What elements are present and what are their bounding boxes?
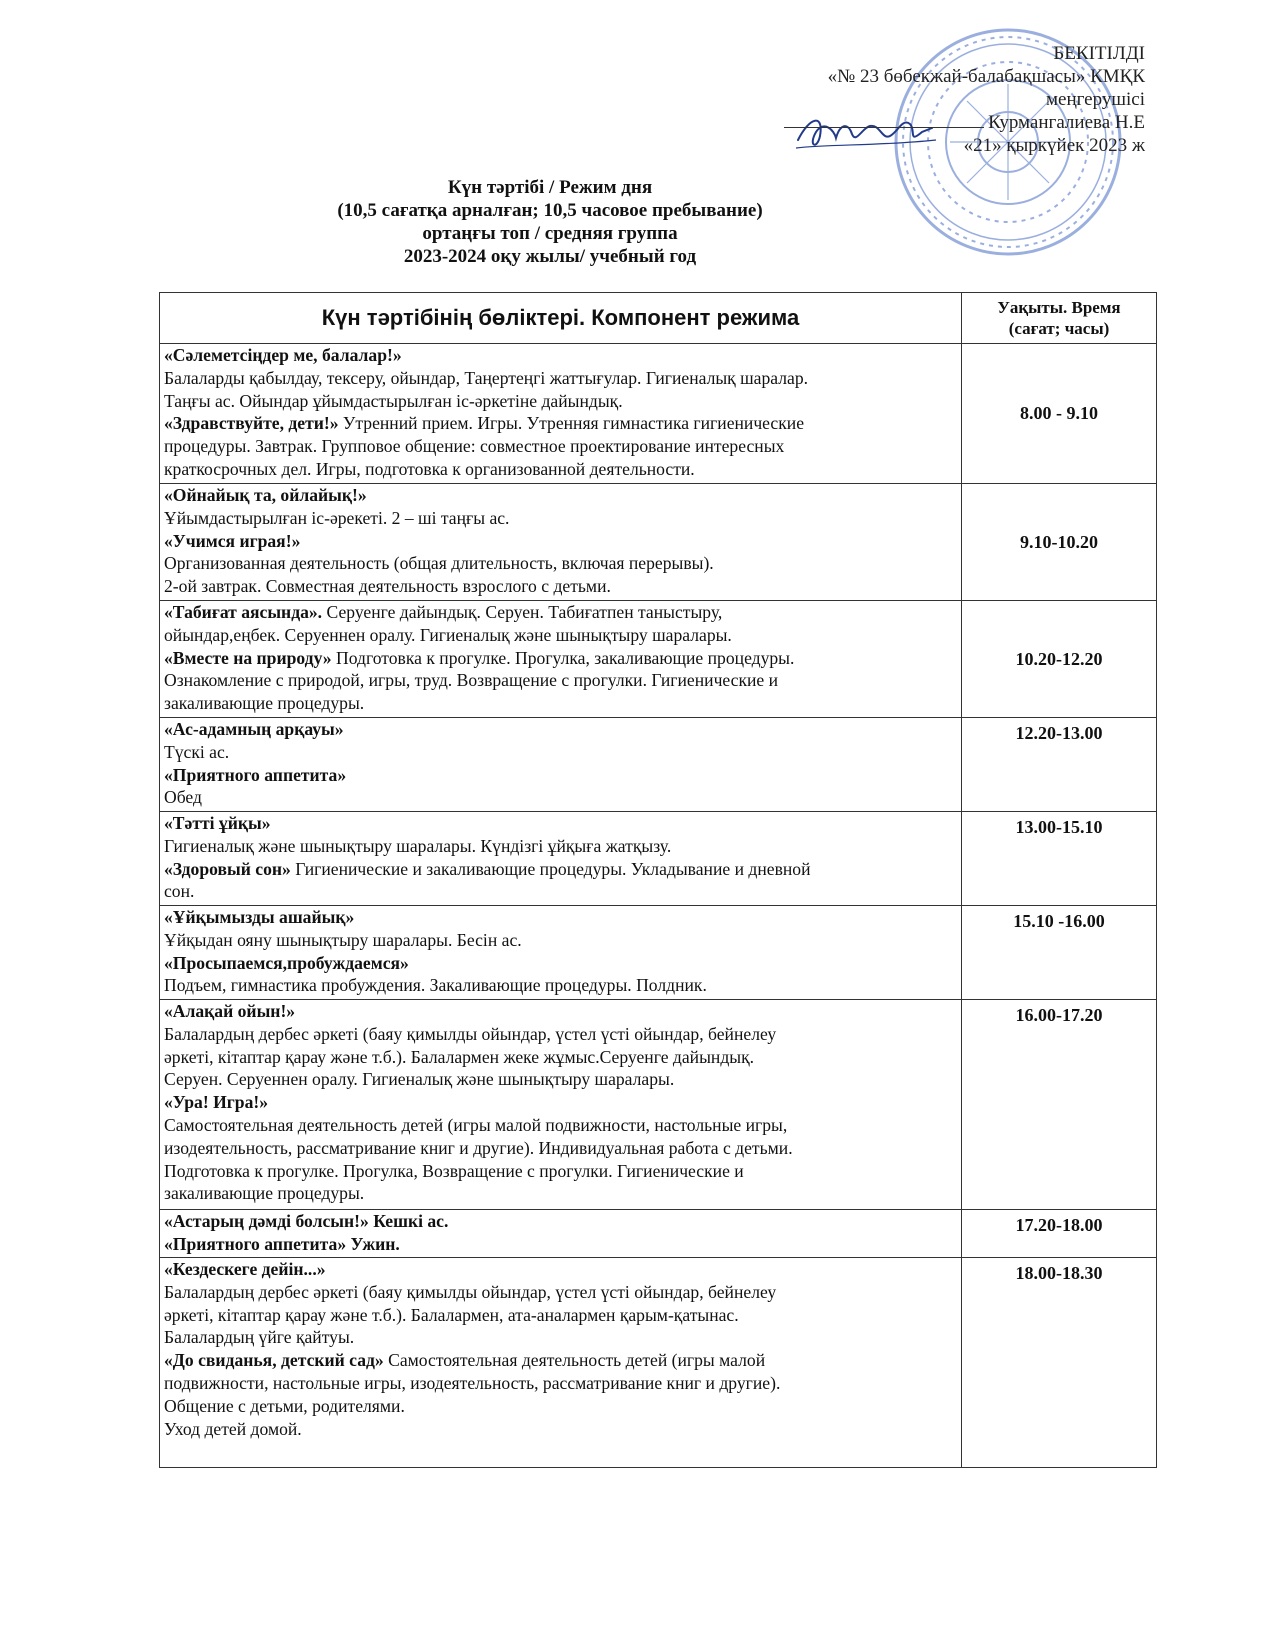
row-title-ru: «Здравствуйте, дети!» [164,413,339,434]
time-cell: 9.10-10.20 [962,484,1157,601]
row-title-kz: «Тәтті ұйқы» [164,813,271,833]
time-cell: 13.00-15.10 [962,812,1157,906]
row-text-ru [164,1349,957,1372]
row-title-ru: «Приятного аппетита» Ужин. [164,1233,400,1254]
row-text: Гигиеналық және шынықтыру шаралары. Күндізгі ұйқыға жатқызу. [164,835,672,856]
row-text: ойындар,еңбек. Серуеннен оралу. Гигиеналық және шынықтыру шаралары. [164,624,732,645]
row-text: краткосрочных дел. Игры, подготовка к организованной деятельности. [164,458,695,479]
row-text: Самостоятельная деятельность детей (игры малой [383,1350,766,1371]
row-text: Общение с детьми, родителями. [164,1395,405,1416]
component-cell [160,718,962,812]
row-title-kz: «Алақай ойын!» [164,1001,296,1021]
time-cell: 8.00 - 9.10 [962,344,1157,484]
row-text: Балалардың дербес әркеті (баяу қимылды ойындар, үстел үсті ойындар, бейнелеу [164,1281,777,1302]
component-cell [160,484,962,601]
row-title-kz: «Ас-адамның арқауы» [164,719,344,739]
table-row [160,1000,1157,1210]
approval-heading: БЕКІТІЛДІ [1053,43,1145,64]
table-row [160,1258,1157,1468]
row-text: Балалардың үйге қайтуы. [164,1327,355,1348]
row-title-kz: «Сәлеметсіңдер ме, балалар!» [164,345,402,365]
row-text: Түскі ас. [164,741,230,762]
component-cell [160,1258,962,1468]
row-title-kz: «Ұйқымызды ашайық» [164,907,355,927]
table-row [160,1210,1157,1258]
row-text: процедуры. Завтрак. Групповое общение: совместное проектирование интересных [164,436,785,457]
row-text: Утренний прием. Игры. Утренняя гимнастика гигиенические [338,413,805,434]
row-text-ru [164,647,957,670]
time-cell: 10.20-12.20 [962,601,1157,718]
row-text: Балаларды қабылдау, тексеру, ойындар, Таңертеңгі жаттығулар. Гигиеналық шаралар. [164,367,809,388]
row-title-ru: «Учимся играя!» [164,530,301,551]
header-component: Күн тәртібінің бөліктері. Компонент режима [160,293,962,344]
approval-block [685,42,1145,157]
component-cell [160,344,962,484]
row-text: Таңғы ас. Ойындар ұйымдастырылған іс-әркетіне дайындық. [164,390,623,411]
row-text-ru [164,858,957,881]
row-text-kz [164,601,957,624]
time-cell: 12.20-13.00 [962,718,1157,812]
row-text: Ұйымдастырылған іс-әрекеті. 2 – ші таңғы ас. [164,507,510,528]
row-title-kz: «Ойнайық та, ойлайық!» [164,485,367,505]
time-cell: 18.00-18.30 [962,1258,1157,1468]
time-cell: 16.00-17.20 [962,1000,1157,1210]
row-text: Гигиенические и закаливающие процедуры. Укладывание и дневной [290,858,811,879]
row-text: закаливающие процедуры. [164,693,365,714]
table-row [160,484,1157,601]
time-cell: 15.10 -16.00 [962,906,1157,1000]
component-cell [160,1000,962,1210]
row-title-ru: «Приятного аппетита» [164,764,347,785]
approval-name: Курмангалиева Н.Е [988,112,1145,133]
document-title-block [0,176,1100,268]
title-line-1: Күн тәртібі / Режим дня [447,177,653,198]
schedule-table [159,292,1157,1468]
row-text: әркеті, кітаптар қарау және т.б.). Балалармен жеке жұмыс.Серуенге дайындық. [164,1046,755,1067]
row-title-kz: «Табиғат аясында». [164,602,323,622]
row-title-ru: «Ура! Игра!» [164,1092,269,1113]
row-text-ru [164,412,957,435]
row-title-ru: «До свиданья, детский сад» [164,1350,384,1371]
row-text: Ознакомление с природой, игры, труд. Возвращение с прогулки. Гигиенические и [164,670,779,691]
row-text: Серуенге дайындық. Серуен. Табиғатпен таныстыру, [322,602,723,622]
header-time-line-1: Уақыты. Время [997,298,1121,317]
table-row [160,601,1157,718]
component-cell [160,601,962,718]
approval-date: «21» қыркүйек 2023 ж [963,135,1145,156]
table-row [160,812,1157,906]
row-text: Серуен. Серуеннен оралу. Гигиеналық және шынықтыру шаралары. [164,1069,675,1090]
title-line-3: ортаңғы топ / средняя группа [422,223,678,244]
component-cell [160,906,962,1000]
row-text: Уход детей домой. [164,1418,302,1439]
title-line-4: 2023-2024 оқу жылы/ учебный год [403,246,697,267]
row-text: Ұйқыдан ояну шынықтыру шаралары. Бесін ас. [164,929,522,950]
table-row [160,718,1157,812]
row-text: 2-ой завтрак. Совместная деятельность взрослого с детьми. [164,576,611,597]
row-text: Подъем, гимнастика пробуждения. Закаливающие процедуры. Полдник. [164,975,707,996]
row-text: подвижности, настольные игры, изодеятельность, рассматривание книг и другие). [164,1372,781,1393]
approval-organization: «№ 23 бөбекжай-балабақшасы» КМҚК [827,66,1145,87]
row-title-kz: «Астарың дәмді болсын!» Кешкі ас. [164,1211,449,1231]
approval-signature-line [685,111,1145,134]
component-cell [160,1210,962,1258]
table-row [160,906,1157,1000]
row-text: сон. [164,881,195,902]
header-time-line-2: (сағат; часы) [1008,319,1110,338]
row-text: Организованная деятельность (общая длительность, включая перерывы). [164,553,714,574]
row-text: Подготовка к прогулке. Прогулка, закаливающие процедуры. [331,647,795,668]
row-title-ru: «Здоровый сон» [164,858,291,879]
table-row [160,344,1157,484]
row-text: Обед [164,787,202,808]
row-text: закаливающие процедуры. [164,1183,365,1204]
row-title-ru: «Вместе на природу» [164,647,332,668]
row-text: Подготовка к прогулке. Прогулка, Возвращение с прогулки. Гигиенические и [164,1160,744,1181]
row-title-ru: «Просыпаемся,пробуждаемся» [164,952,409,973]
row-text: әркеті, кітаптар қарау және т.б.). Балалармен, ата-аналармен қарым-қатынас. [164,1304,739,1325]
row-title-kz: «Кездескеге дейін...» [164,1259,326,1279]
row-text: изодеятельность, рассматривание книг и другие). Индивидуальная работа с детьми. [164,1137,793,1158]
approval-position: меңгерушісі [1046,89,1145,110]
component-cell [160,812,962,906]
row-text: Балалардың дербес әркеті (баяу қимылды ойындар, үстел үсті ойындар, бейнелеу [164,1023,777,1044]
title-line-2: (10,5 сағатқа арналған; 10,5 часовое пребывание) [337,200,763,221]
row-text: Самостоятельная деятельность детей (игры малой подвижности, настольные игры, [164,1114,788,1135]
time-cell: 17.20-18.00 [962,1210,1157,1258]
header-time [962,293,1157,344]
table-header-row [160,293,1157,344]
